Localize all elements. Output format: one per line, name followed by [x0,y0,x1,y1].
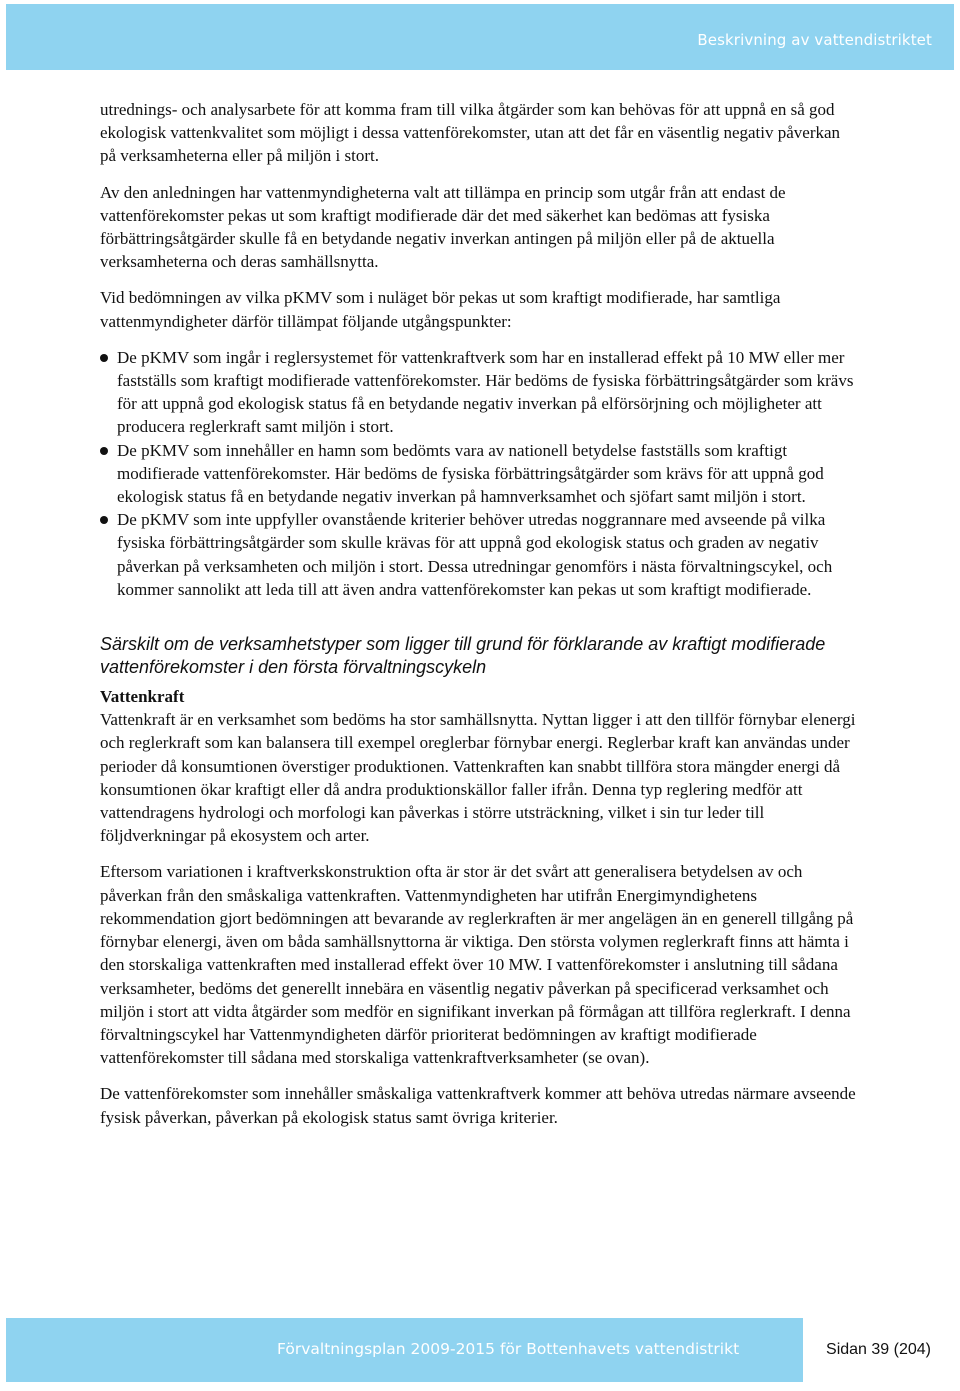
header-title: Beskrivning av vattendistriktet [697,31,932,49]
list-item: De pKMV som innehåller en hamn som bedömts vara av nationell betydelse fastställs som kraftigt modifierade vattenförekomster. Här bedöms de fysiska förbättringsåtgärder som krävs för att uppnå god ekologisk status få en betydande negativ inverkan på hamnverksamhet och sjöfart samt miljön i stort. [100,439,860,509]
body-paragraph: utrednings- och analysarbete för att komma fram till vilka åtgärder som kan behövas för att uppnå en så god ekologisk vattenkvalitet som möjligt i dessa vattenförekomster, utan att det får en väsentlig negativ påverkan på verksamheterna eller på miljön i stort. [100,100,841,166]
body-paragraph: De vattenförekomster som innehåller småskaliga vattenkraftverk kommer att behöva utredas närmare avseende fysisk påverkan, påverkan på ekologisk status samt övriga kriterier. [100,1084,856,1127]
page-header-bar [6,4,954,70]
body-paragraph: Vid bedömningen av vilka pKMV som i nuläget bör pekas ut som kraftigt modifierade, har samtliga vattenmyndigheter därför tillämpat följande utgångspunkter: [100,288,781,331]
list-item: De pKMV som inte uppfyller ovanstående kriterier behöver utredas noggrannare med avseende på vilka fysiska förbättringsåtgärder som skulle krävas för att uppnå god ekologisk status och graden av negativ påverkan på verksamheten och miljön i stort. Dessa utredningar genomförs i nästa förvaltningscykel, och kommer sannolikt att leda till att även andra vattenförekomster kan pekas ut som kraftigt modifierade. [100,508,860,601]
sub-heading: Vattenkraft [100,687,185,707]
footer-plan-title: Förvaltningsplan 2009-2015 för Bottenhavets vattendistrikt [277,1340,740,1358]
page-number: Sidan 39 (204) [803,1318,954,1382]
body-paragraph: Vattenkraft är en verksamhet som bedöms ha stor samhällsnytta. Nyttan ligger i att den tillför förnybar elenergi och reglerkraft som kan balansera till exempel oreglerbar förnybar energi. Reglerbar kraft kan användas under perioder då konsumtionen överstiger produktionen. Vattenkraften kan snabbt tillföra stora mängder energi då konsumtionen ökar kraftigt eller då andra produktionskällor faller ifrån. Denna typ reglering medför att vattendragens hydrologi och morfologi kan påverkas i större utsträckning, vilket i sin tur leder till följdverkningar på ekosystem och arter. [100,710,856,846]
criteria-list [100,346,860,601]
section-heading: Särskilt om de verksamhetstyper som ligger till grund för förklarande av kraftigt modifierade vattenförekomster i den första förvaltningscykeln [100,634,826,678]
list-item: De pKMV som ingår i reglersystemet för vattenkraftverk som har en installerad effekt på 10 MW eller mer fastställs som kraftigt modifierade vattenförekomster. Här bedöms de fysiska förbättringsåtgärder som krävs för att uppnå god ekologisk status få en betydande negativ inverkan på elförsörjning och möjligheter att producera reglerkraft samt miljön i stort. [100,346,860,439]
body-paragraph: Av den anledningen har vattenmyndigheterna valt att tillämpa en princip som utgår från att endast de vattenförekomster pekas ut som kraftigt modifierade där det med säkerhet kan bedömas att fysiska förbättringsåtgärder skulle få en betydande negativ inverkan antingen på miljön eller på de aktuella verksamheterna och deras samhällsnytta. [100,182,786,272]
body-paragraph: Eftersom variationen i kraftverkskonstruktion ofta är stor är det svårt att generalisera betydelsen av och påverkan från den småskaliga vattenkraften. Vattenmyndigheten har utifrån Energimyndighetens rekommendation gjort bedömningen att bevarande av reglerkraften är mer angelägen än en generell tillgång på förnybar elenergi, även om båda samhällsnyttorna är viktiga. Den största volymen reglerkraft finns att hämta i den storskaliga vattenkraften med installerad effekt över 10 MW. I vattenförekomster i anslutning till sådana verksamheter, bedöms det generellt innebära en väsentlig negativ påverkan på specificerad verksamhet och miljön i stort att vidta åtgärder som medför en signifikant inverkan på förmågan att tillföra reglerkraft. I denna förvaltningscykel har Vattenmyndigheten därför prioriterat bedömningen av kraftigt modifierade vattenförekomster till sådana med storskaliga vattenkraftverksamheter (se ovan). [100,862,854,1068]
document-body [100,98,860,1129]
